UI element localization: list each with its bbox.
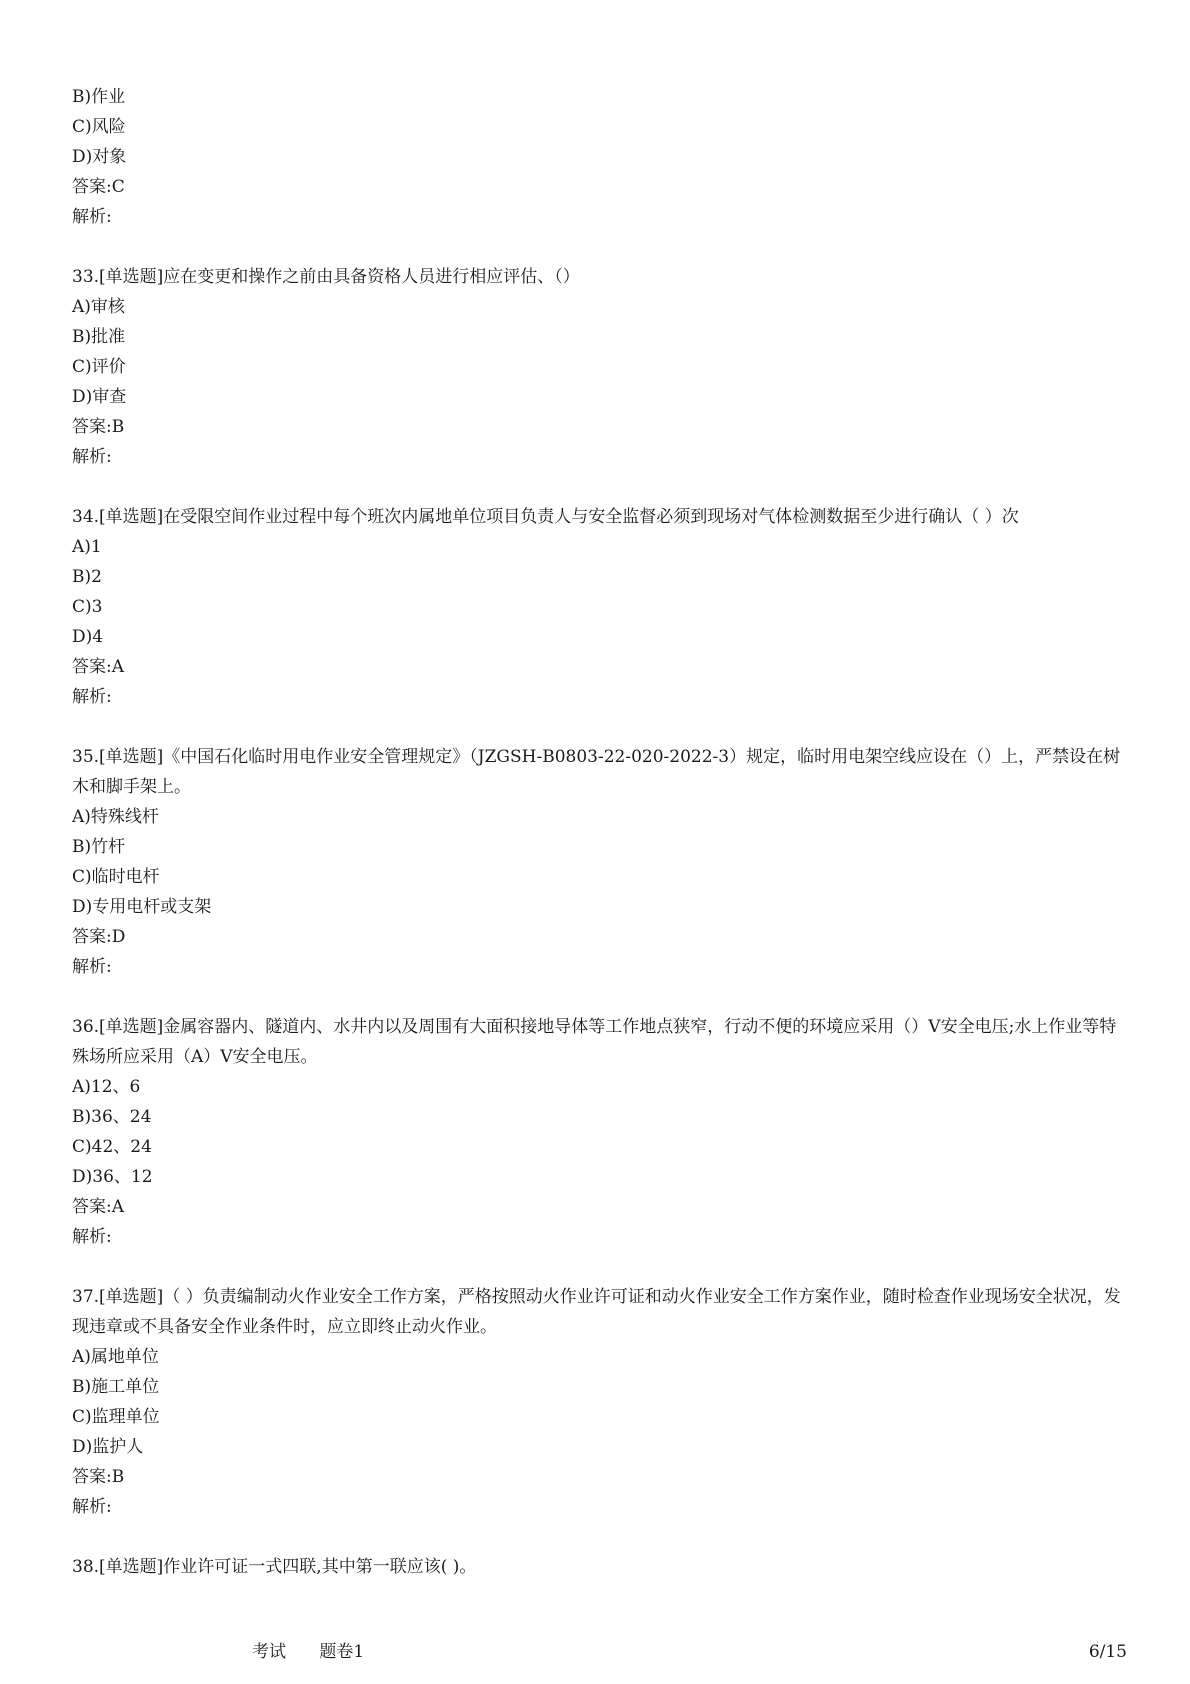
option-c: C)3 — [72, 597, 103, 617]
analysis: 解析: — [72, 687, 112, 707]
question-38 — [72, 1552, 1122, 1582]
footer-exam-label: 考试 — [252, 1642, 286, 1662]
option-c: C)评价 — [72, 357, 126, 377]
option: B)作业 — [72, 87, 126, 107]
option-d: D)专用电杆或支架 — [72, 897, 212, 917]
option-a: A)特殊线杆 — [72, 807, 159, 827]
option-b: B)36、24 — [72, 1107, 152, 1127]
page-number: 6/15 — [1088, 1642, 1127, 1662]
option-c: C)监理单位 — [72, 1407, 160, 1427]
analysis: 解析: — [72, 957, 112, 977]
option-c: C)临时电杆 — [72, 867, 160, 887]
question-text: 38.[单选题]作业许可证一式四联,其中第一联应该( )。 — [72, 1557, 477, 1577]
page-content — [72, 82, 1122, 1582]
question-text: 35.[单选题]《中国石化临时用电作业安全管理规定》（JZGSH-B0803-22-020-2022-3）规定，临时用电架空线应设在（）上，严禁设在树木和脚手架上。 — [72, 747, 1121, 797]
question-37 — [72, 1282, 1122, 1522]
answer: 答案:D — [72, 927, 126, 947]
option-b: B)施工单位 — [72, 1377, 160, 1397]
option-a: A)1 — [72, 537, 102, 557]
analysis: 解析: — [72, 207, 112, 227]
question-35 — [72, 742, 1122, 982]
question-text: 36.[单选题]金属容器内、隧道内、水井内以及周围有大面积接地导体等工作地点狭窄，行动不便的环境应采用（）V安全电压;水上作业等特殊场所应采用（A）V安全电压。 — [72, 1017, 1117, 1067]
option-b: B)2 — [72, 567, 102, 587]
question-36 — [72, 1012, 1122, 1252]
analysis: 解析: — [72, 447, 112, 467]
footer-paper-label: 题卷1 — [319, 1642, 365, 1662]
option-b: B)竹杆 — [72, 837, 126, 857]
answer: 答案:A — [72, 1197, 125, 1217]
option: C)风险 — [72, 117, 126, 137]
option-d: D)审查 — [72, 387, 127, 407]
option-a: A)属地单位 — [72, 1347, 159, 1367]
option-d: D)监护人 — [72, 1437, 144, 1457]
page-footer — [252, 1640, 392, 1664]
prev-question-tail — [72, 82, 1122, 232]
answer: 答案:B — [72, 1467, 125, 1487]
question-34 — [72, 502, 1122, 712]
option: D)对象 — [72, 147, 127, 167]
answer: 答案:C — [72, 177, 125, 197]
answer: 答案:A — [72, 657, 125, 677]
question-text: 33.[单选题]应在变更和操作之前由具备资格人员进行相应评估、（） — [72, 267, 580, 287]
analysis: 解析: — [72, 1497, 112, 1517]
question-text: 34.[单选题]在受限空间作业过程中每个班次内属地单位项目负责人与安全监督必须到现场对气体检测数据至少进行确认（ ）次 — [72, 507, 1019, 527]
option-d: D)36、12 — [72, 1167, 153, 1187]
option-d: D)4 — [72, 627, 104, 647]
question-33 — [72, 262, 1122, 472]
option-b: B)批准 — [72, 327, 126, 347]
option-c: C)42、24 — [72, 1137, 152, 1157]
option-a: A)审核 — [72, 297, 125, 317]
answer: 答案:B — [72, 417, 125, 437]
analysis: 解析: — [72, 1227, 112, 1247]
option-a: A)12、6 — [72, 1077, 141, 1097]
question-text: 37.[单选题]（ ）负责编制动火作业安全工作方案，严格按照动火作业许可证和动火作业安全工作方案作业，随时检查作业现场安全状况，发现违章或不具备安全作业条件时，应立即终止动火作业。 — [72, 1287, 1121, 1337]
